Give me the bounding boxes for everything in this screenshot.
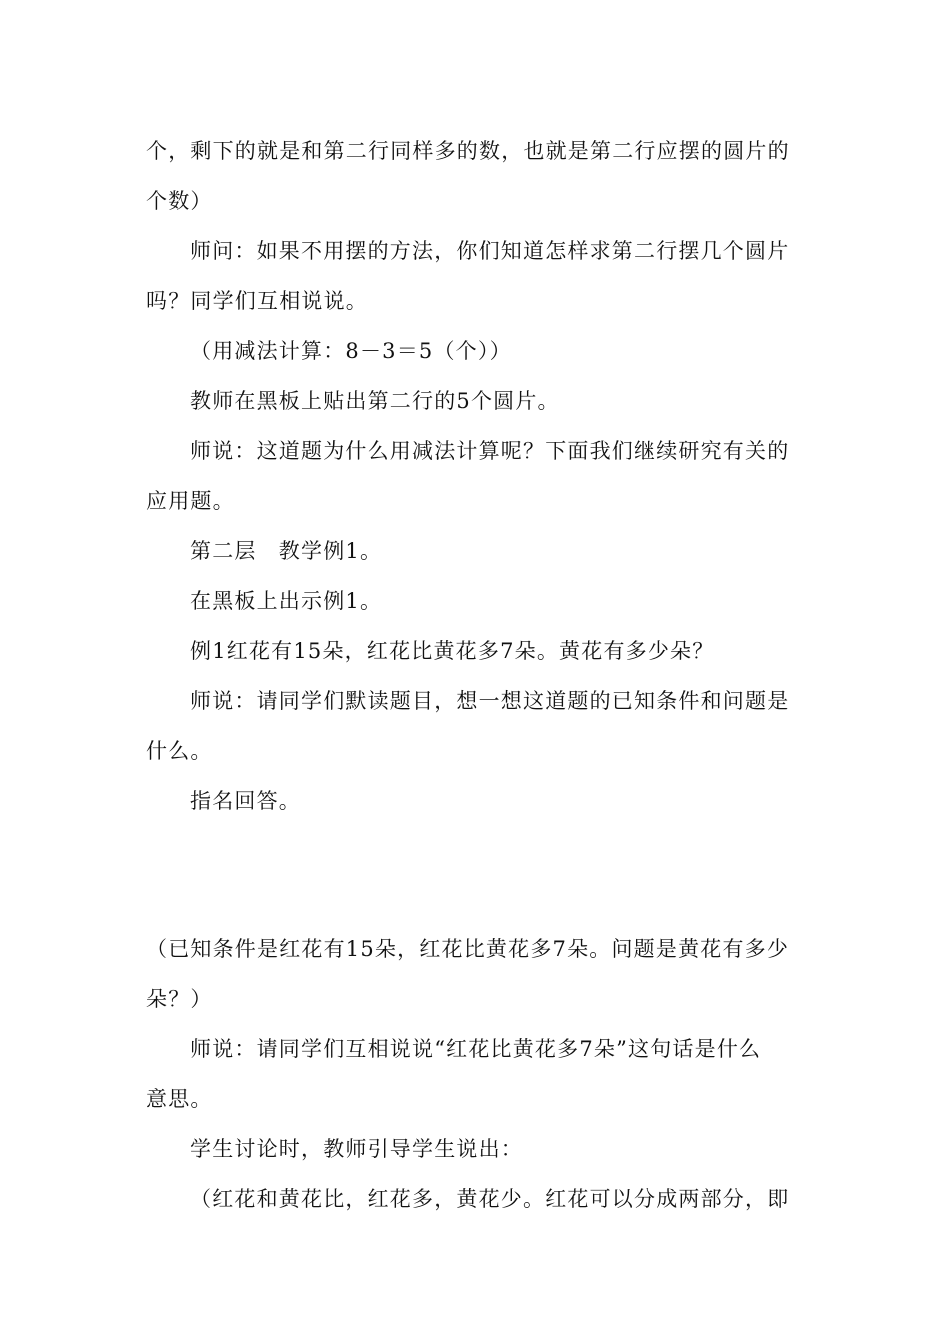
text-line-15: （已知条件是红花有15朵，红花比黄花多7朵。问题是黄花有多少 <box>146 937 790 961</box>
text-line-18: 意思。 <box>146 1087 213 1111</box>
text-line-9: 第二层 教学例1。 <box>190 539 383 563</box>
text-line-5: （用减法计算：8－3＝5（个）） <box>190 339 512 363</box>
text-line-1: 个，剩下的就是和第二行同样多的数，也就是第二行应摆的圆片的 <box>146 139 790 163</box>
text-line-17: 师说：请同学们互相说说“红花比黄花多7朵”这句话是什么 <box>190 1037 762 1061</box>
text-line-3: 师问：如果不用摆的方法，你们知道怎样求第二行摆几个圆片 <box>190 239 790 263</box>
text-line-2: 个数） <box>146 189 213 213</box>
text-line-20: （红花和黄花比，红花多，黄花少。红花可以分成两部分，即 <box>190 1187 790 1211</box>
text-line-8: 应用题。 <box>146 489 235 513</box>
text-line-12: 师说：请同学们默读题目，想一想这道题的已知条件和问题是 <box>190 689 790 713</box>
text-line-13: 什么。 <box>146 739 213 763</box>
text-line-7: 师说：这道题为什么用减法计算呢？下面我们继续研究有关的 <box>190 439 790 463</box>
text-line-11: 例1红花有15朵，红花比黄花多7朵。黄花有多少朵？ <box>190 639 715 663</box>
text-line-16: 朵？） <box>146 987 213 1011</box>
text-line-10: 在黑板上出示例1。 <box>190 589 383 613</box>
text-line-19: 学生讨论时，教师引导学生说出： <box>190 1137 523 1161</box>
text-line-4: 吗？同学们互相说说。 <box>146 289 368 313</box>
text-line-14: 指名回答。 <box>190 789 301 813</box>
text-line-6: 教师在黑板上贴出第二行的5个圆片。 <box>190 389 560 413</box>
